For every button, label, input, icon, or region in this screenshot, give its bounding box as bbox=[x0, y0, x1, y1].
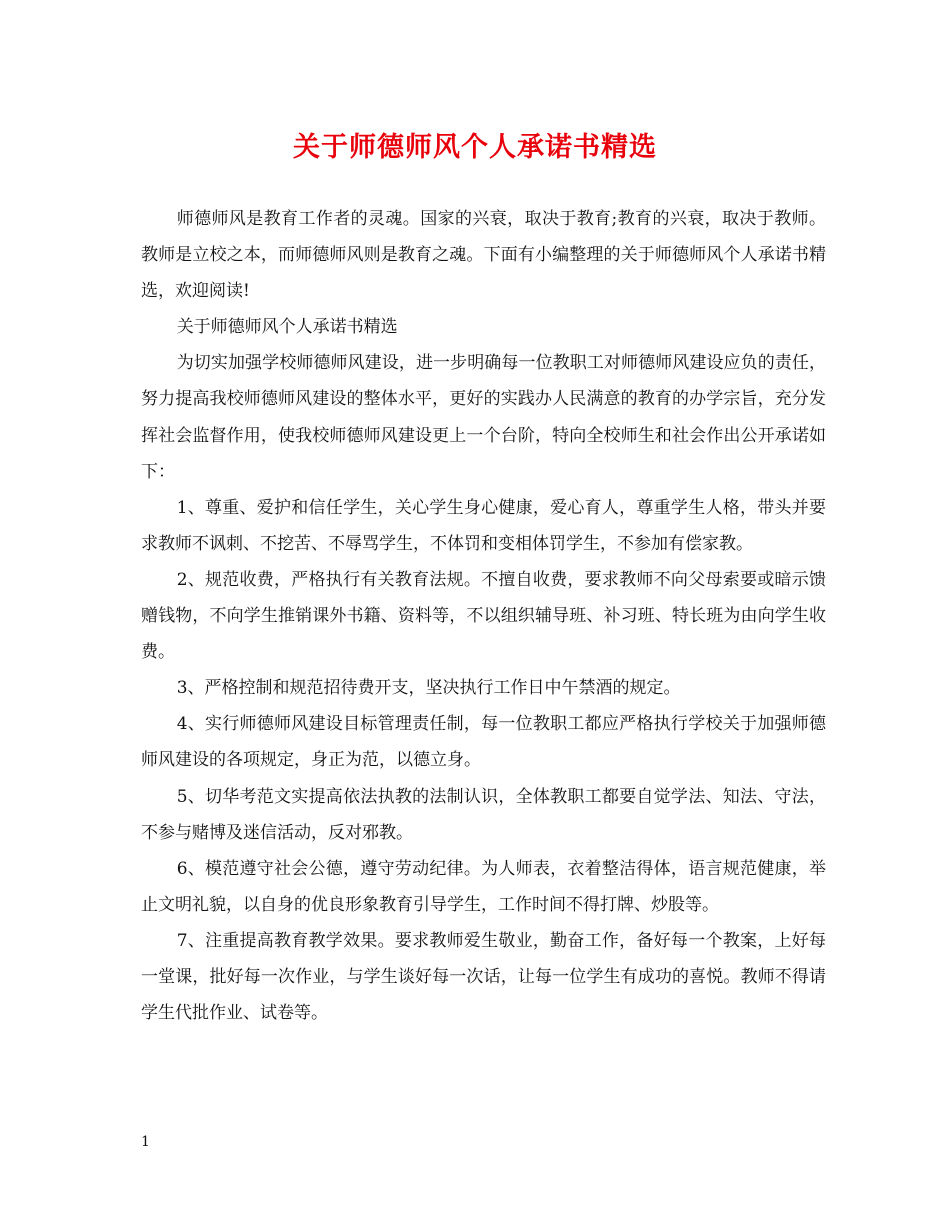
document-title: 关于师德师风个人承诺书精选 bbox=[293, 132, 657, 163]
commitment-item-3: 3、严格控制和规范招待费开支，坚决执行工作日中午禁酒的规定。 bbox=[176, 678, 681, 699]
document-body bbox=[141, 201, 826, 1031]
page-number: 1 bbox=[141, 1134, 150, 1150]
preamble-paragraph: 为切实加强学校师德师风建设，进一步明确每一位教职工对师德师风建设应负的责任，努力提高我校师德师风建设的整体水平，更好的实践办人民满意的教育的办学宗旨，充分发挥社会监督作用，使我校师德师风建设更上一个台阶，特向全校师生和社会作出公开承诺如下： bbox=[141, 353, 826, 482]
subheading-paragraph: 关于师德师风个人承诺书精选 bbox=[176, 317, 398, 338]
commitment-item-4: 4、实行师德师风建设目标管理责任制，每一位教职工都应严格执行学校关于加强师德师风建设的各项规定，身正为范，以德立身。 bbox=[141, 714, 826, 771]
commitment-item-6: 6、模范遵守社会公德，遵守劳动纪律。为人师表，衣着整洁得体，语言规范健康，举止文明礼貌，以自身的优良形象教育引导学生，工作时间不得打牌、炒股等。 bbox=[141, 858, 826, 915]
commitment-item-2: 2、规范收费，严格执行有关教育法规。不擅自收费，要求教师不向父母索要或暗示馈赠钱物，不向学生推销课外书籍、资料等，不以组织辅导班、补习班、特长班为由向学生收费。 bbox=[141, 569, 826, 663]
intro-paragraph: 师德师风是教育工作者的灵魂。国家的兴衰，取决于教育;教育的兴衰，取决于教师。 教师是立校之本，而师德师风则是教育之魂。下面有小编整理的关于师德师风个人承诺书精选，欢迎阅读! bbox=[141, 209, 826, 302]
commitment-item-7: 7、注重提高教育教学效果。要求教师爱生敬业，勤奋工作，备好每一个教案，上好每一堂课，批好每一次作业，与学生谈好每一次话，让每一位学生有成功的喜悦。教师不得请学生代批作业、试卷等。 bbox=[141, 930, 826, 1024]
commitment-item-1: 1、尊重、爱护和信任学生，关心学生身心健康，爱心育人，尊重学生人格，带头并要求教师不讽刺、不挖苦、不辱骂学生，不体罚和变相体罚学生，不参加有偿家教。 bbox=[141, 497, 826, 554]
commitment-item-5: 5、切华考范文实提高依法执教的法制认识，全体教职工都要自觉学法、知法、守法，不参与赌博及迷信活动，反对邪教。 bbox=[141, 786, 826, 843]
